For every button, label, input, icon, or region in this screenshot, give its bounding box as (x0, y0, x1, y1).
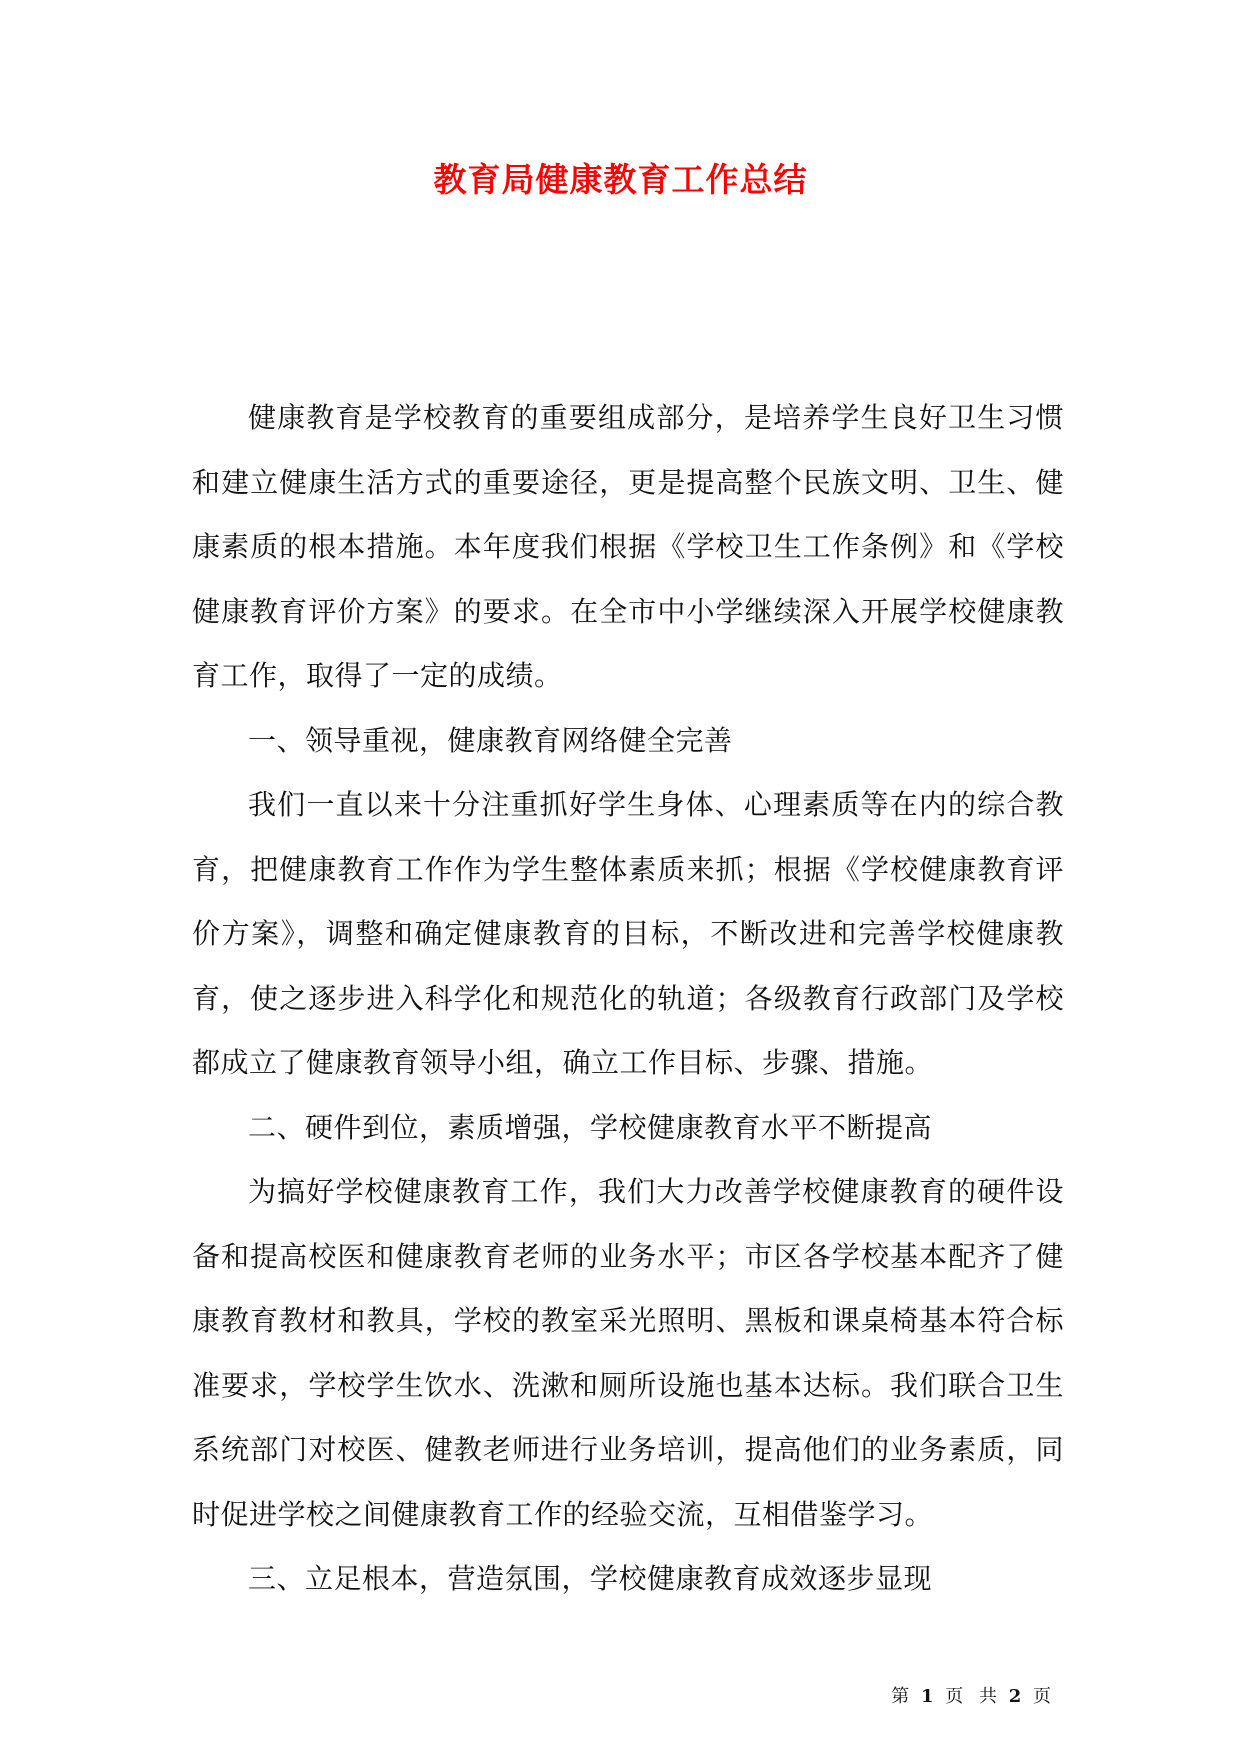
document-title: 教育局健康教育工作总结 (433, 160, 808, 199)
section-heading-1: 一、领导重视，健康教育网络健全完善 (248, 723, 733, 757)
document-body (192, 386, 1064, 1612)
footer-total-pages: 2 (1008, 1686, 1022, 1707)
section-heading-3: 三、立足根本，营造氛围，学校健康教育成效逐步显现 (248, 1562, 933, 1595)
paragraph-intro: 健康教育是学校教育的重要组成部分，是培养学生良好卫生习惯和建立健康生活方式的重要途径，更是提高整个民族文明、卫生、健康素质的根本措施。本年度我们根据《学校卫生工作条例》和《学校健康教育评价方案》的要求。在全市中小学继续深入开展学校健康教育工作，取得了一定的成绩。 (192, 401, 1064, 692)
footer-total-prefix: 共 (979, 1686, 997, 1707)
footer-current-page: 1 (921, 1686, 934, 1707)
footer-prefix: 第 (891, 1686, 910, 1707)
footer-page-word: 页 (945, 1686, 964, 1707)
section-heading-2: 二、硬件到位，素质增强，学校健康教育水平不断提高 (248, 1110, 933, 1144)
footer-suffix: 页 (1033, 1686, 1051, 1707)
paragraph-section-2: 为搞好学校健康教育工作，我们大力改善学校健康教育的硬件设备和提高校医和健康教育老师的业务水平；市区各学校基本配齐了健康教育教材和教具，学校的教室采光照明、黑板和课桌椅基本符合标准要求，学校学生饮水、洗漱和厕所设施也基本达标。我们联合卫生系统部门对校医、健教老师进行业务培训，提高他们的业务素质，同时促进学校之间健康教育工作的经验交流，互相借鉴学习。 (192, 1175, 1064, 1531)
paragraph-section-1: 我们一直以来十分注重抓好学生身体、心理素质等在内的综合教育，把健康教育工作作为学生整体素质来抓；根据《学校健康教育评价方案》，调整和确定健康教育的目标，不断改进和完善学校健康教育，使之逐步进入科学化和规范化的轨道；各级教育行政部门及学校都成立了健康教育领导小组，确立工作目标、步骤、措施。 (192, 788, 1064, 1079)
page-footer (891, 1685, 1051, 1709)
